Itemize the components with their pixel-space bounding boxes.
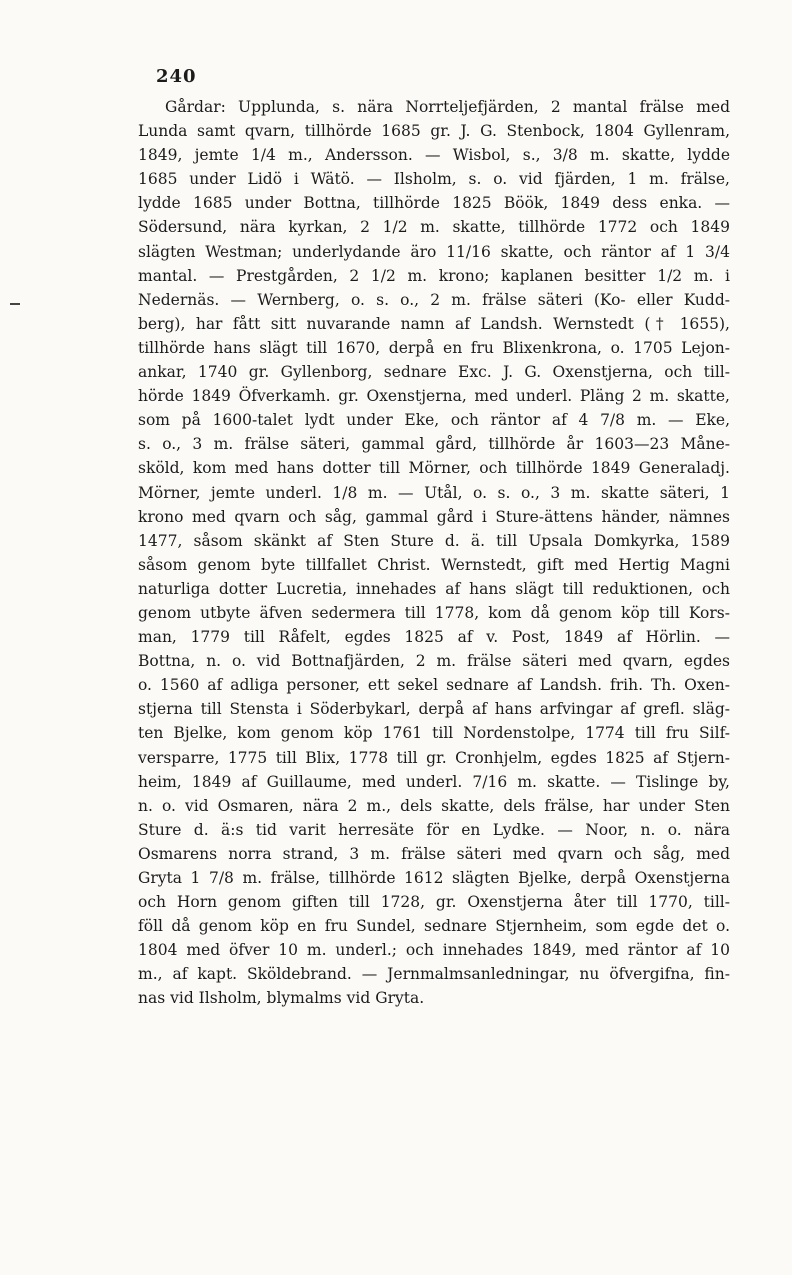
text-line: och Horn genom giften till 1728, gr. Oxenstjerna åter till 1770, till- xyxy=(138,893,730,912)
text-line: mantal. — Prestgården, 2 1/2 m. krono; kaplanen besitter 1/2 m. i xyxy=(138,266,730,285)
text-line: m., af kapt. Sköldebrand. — Jernmalmsanledningar, nu öfvergifna, fin- xyxy=(138,965,730,984)
text-line: tillhörde hans slägt till 1670, derpå en fru Blixenkrona, o. 1705 Lejon- xyxy=(138,338,730,357)
text-line: 1685 under Lidö i Wätö. — Ilsholm, s. o. vid fjärden, 1 m. frälse, xyxy=(138,170,730,189)
text-line: nas vid Ilsholm, blymalms vid Gryta. xyxy=(138,989,425,1008)
text-line: 1849, jemte 1/4 m., Andersson. — Wisbol, s., 3/8 m. skatte, lydde xyxy=(138,146,730,165)
text-line: krono med qvarn och såg, gammal gård i Sture-ättens händer, nämnes xyxy=(138,507,730,526)
text-line: 1477, såsom skänkt af Sten Sture d. ä. till Upsala Domkyrka, 1589 xyxy=(138,531,730,550)
text-line: Osmarens norra strand, 3 m. frälse säteri med qvarn och såg, med xyxy=(138,844,730,863)
text-line: Lunda samt qvarn, tillhörde 1685 gr. J. G. Stenbock, 1804 Gyllenram, xyxy=(138,122,730,141)
text-line: genom utbyte äfven sedermera till 1778, kom då genom köp till Kors- xyxy=(138,603,730,622)
text-line: Mörner, jemte underl. 1/8 m. — Utål, o. s. o., 3 m. skatte säteri, 1 xyxy=(138,483,730,502)
text-line: berg), har fått sitt nuvarande namn af Landsh. Wernstedt († 1655), xyxy=(138,314,730,333)
text-line: hörde 1849 Öfverkamh. gr. Oxenstjerna, med underl. Pläng 2 m. skatte, xyxy=(138,387,730,406)
text-line: Gårdar: Upplunda, s. nära Norrteljefjärden, 2 mantal frälse med xyxy=(165,98,730,116)
text-line: ankar, 1740 gr. Gyllenborg, sednare Exc. J. G. Oxenstjerna, och till- xyxy=(138,363,730,382)
text-line: 1804 med öfver 10 m. underl.; och innehades 1849, med räntor af 10 xyxy=(138,941,730,960)
text-line: lydde 1685 under Bottna, tillhörde 1825 Böök, 1849 dess enka. — xyxy=(138,194,730,213)
text-line: heim, 1849 af Guillaume, med underl. 7/16 m. skatte. — Tislinge by, xyxy=(138,772,730,791)
text-line: Gryta 1 7/8 m. frälse, tillhörde 1612 slägten Bjelke, derpå Oxenstjerna xyxy=(138,869,730,887)
margin-mark xyxy=(10,303,20,305)
text-line: Nedernäs. — Wernberg, o. s. o., 2 m. frälse säteri (Ko- eller Kudd- xyxy=(138,290,730,309)
text-line: som på 1600-talet lydt under Eke, och räntor af 4 7/8 m. — Eke, xyxy=(138,411,730,430)
text-line: stjerna till Stensta i Söderbykarl, derpå af hans arfvingar af grefl. släg- xyxy=(138,700,730,719)
text-line: Sture d. ä:s tid varit herresäte för en Lydke. — Noor, n. o. nära xyxy=(138,820,730,839)
text-line: versparre, 1775 till Blix, 1778 till gr. Cronhjelm, egdes 1825 af Stjern- xyxy=(138,748,730,767)
body-text xyxy=(138,95,730,1011)
text-line: Bottna, n. o. vid Bottnafjärden, 2 m. frälse säteri med qvarn, egdes xyxy=(138,652,730,671)
text-line: slägten Westman; underlydande äro 11/16 skatte, och räntor af 1 3/4 xyxy=(138,242,730,261)
text-line: såsom genom byte tillfallet Christ. Wernstedt, gift med Hertig Magni xyxy=(138,555,730,574)
text-line: sköld, kom med hans dotter till Mörner, och tillhörde 1849 Generaladj. xyxy=(138,459,730,478)
text-line: naturliga dotter Lucretia, innehades af hans slägt till reduktionen, och xyxy=(138,579,730,598)
page-number: 240 xyxy=(156,66,197,87)
text-line: o. 1560 af adliga personer, ett sekel sednare af Landsh. frih. Th. Oxen- xyxy=(138,676,730,695)
text-line: s. o., 3 m. frälse säteri, gammal gård, tillhörde år 1603—23 Måne- xyxy=(138,435,730,454)
text-line: Södersund, nära kyrkan, 2 1/2 m. skatte, tillhörde 1772 och 1849 xyxy=(138,218,730,237)
text-line: ten Bjelke, kom genom köp 1761 till Nordenstolpe, 1774 till fru Silf- xyxy=(138,724,730,743)
text-line: n. o. vid Osmaren, nära 2 m., dels skatte, dels frälse, har under Sten xyxy=(138,796,730,815)
text-line: man, 1779 till Råfelt, egdes 1825 af v. Post, 1849 af Hörlin. — xyxy=(138,628,730,647)
text-line: föll då genom köp en fru Sundel, sednare Stjernheim, som egde det o. xyxy=(138,917,730,936)
